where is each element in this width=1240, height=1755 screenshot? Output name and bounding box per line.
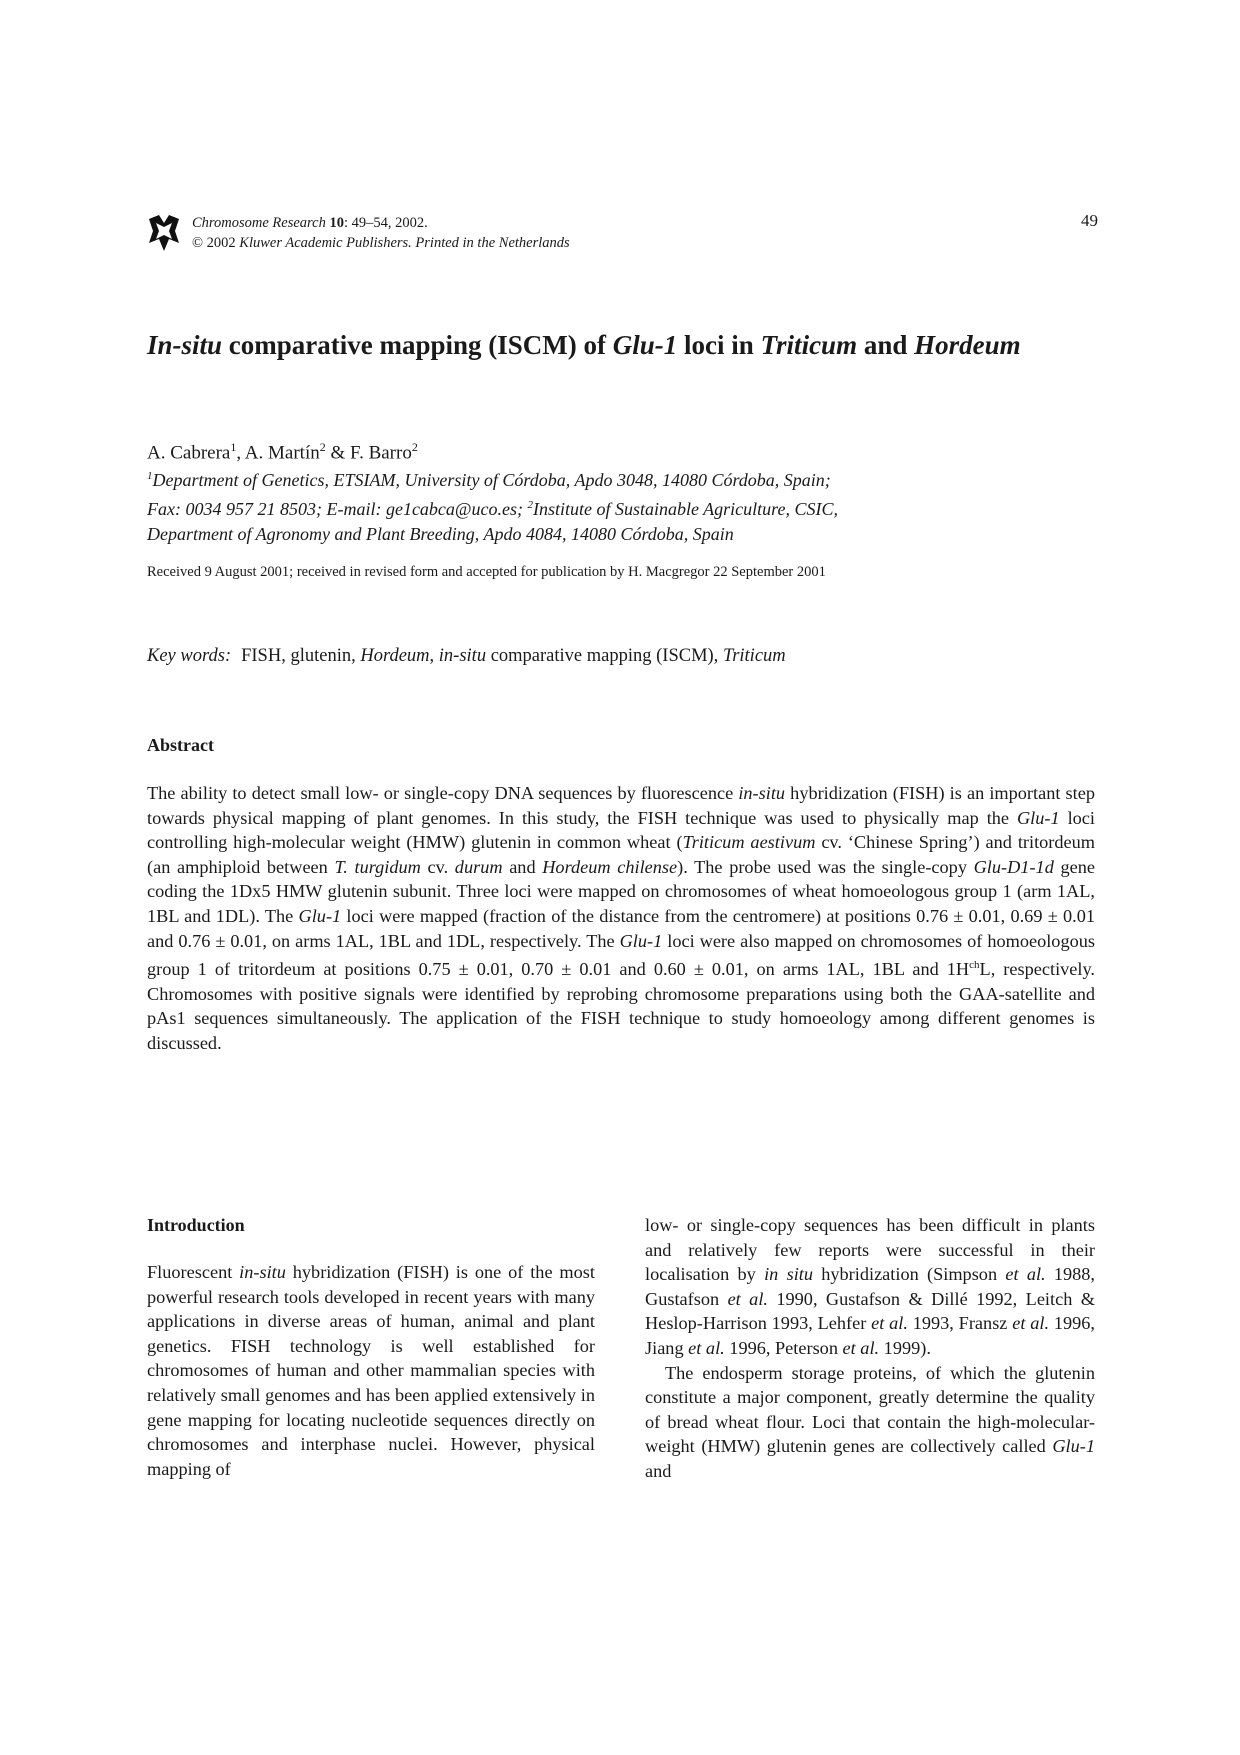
affil-line (147, 522, 1107, 547)
keyword-text: comparative mapping (ISCM), (486, 646, 723, 666)
abstract-text: loci controlling high-molecular weight (HMW) glutenin in common wheat ( (147, 807, 1096, 853)
right-column (645, 1213, 1095, 1484)
author-affil-mark: 1 (230, 440, 237, 454)
intro-text: 1990, Gustafson & Dillé 1992, Leitch & Heslop-Harrison 1993, Lehfer (645, 1288, 1095, 1334)
intro-text: and (645, 1460, 672, 1481)
abstract-text: hybridization (FISH) is an important step towards physical mapping of plant genomes. In this study, the FISH technique was used to physically map the (147, 783, 1095, 828)
paper-title (147, 330, 1107, 361)
intro-italic: et al. (1005, 1264, 1046, 1285)
title-part: comparative mapping (ISCM) of (222, 330, 613, 360)
intro-italic: et al. (727, 1288, 768, 1309)
affil-text: Institute of Sustainable Agriculture, CSIC, (532, 499, 838, 519)
title-part: and (857, 330, 915, 360)
title-part: In-situ (147, 330, 223, 360)
journal-volume: 10 (329, 215, 344, 231)
affil-line (147, 493, 1107, 522)
intro-italic: in situ (764, 1264, 813, 1285)
intro-text: 1996, Jiang (645, 1313, 1095, 1358)
abstract-superscript: ch (969, 959, 980, 972)
abstract-text: cv. ‘Chinese Spring’) and tritordeum (an amphiploid between (147, 832, 1096, 877)
keywords (147, 646, 786, 667)
affiliations (147, 464, 1107, 547)
title-part: Glu-1 (612, 330, 678, 360)
author-name: A. Cabrera (147, 442, 231, 464)
left-column (147, 1213, 595, 1481)
page-number: 49 (1081, 211, 1098, 230)
journal-pages-year: : 49–54, 2002. (343, 215, 428, 231)
affil-text: Department of Genetics, ETSIAM, University of Córdoba, Apdo 3048, 14080 Córdoba, Spain; (152, 470, 831, 490)
title-part: Triticum (760, 330, 858, 360)
abstract-text: loci were mapped (fraction of the distance from the centromere) at positions 0.76 ± 0.01, 0.69 ± 0.01 and 0.76 ± 0.01, on arms 1AL, 1BL and 1DL, respectively. The (147, 905, 1095, 951)
intro-text: hybridization (FISH) is one of the most powerful research tools developed in recent years with many applications in diverse areas of human, animal and plant genetics. FISH technology is well established for chromosomes of human and other mammalian species with relatively small genomes and has been applied extensively in gene mapping for locating nucleotide sequences directly on chromosomes and interphase nuclei. However, physical mapping of (147, 1262, 595, 1479)
intro-italic: et al. (842, 1337, 880, 1358)
affil-text: Fax: 0034 957 21 8503; E-mail: ge1cabca@uco.es; (147, 499, 528, 519)
abstract-italic: Hordeum chilense (542, 856, 678, 877)
abstract-italic: in-situ (738, 783, 786, 803)
intro-text: low- or single-copy sequences has been difficult in plants and relatively few reports were successful in their localisation by (645, 1215, 1095, 1285)
keyword-text: FISH, glutenin, (241, 646, 361, 666)
intro-text: 1988, Gustafson (645, 1264, 1096, 1309)
abstract-text: cv. (420, 856, 455, 877)
author-name: , A. Martín (236, 442, 320, 464)
title-part: loci in (677, 330, 761, 360)
keyword-text: Hordeum (360, 646, 430, 666)
intro-italic: Glu-1 (1052, 1436, 1095, 1457)
intro-text: 1996, Peterson (724, 1337, 843, 1358)
introduction-heading: Introduction (147, 1215, 245, 1235)
publisher-logo (147, 213, 181, 253)
intro-paragraph-2 (645, 1361, 1095, 1484)
abstract-italic: Glu-1 (298, 905, 342, 926)
abstract-text: The ability to detect small low- or single-copy DNA sequences by fluorescence (147, 783, 739, 803)
intro-paragraph-1-cont (645, 1213, 1095, 1361)
authors (147, 440, 418, 464)
journal-line-1 (192, 213, 570, 233)
journal-line-2 (192, 233, 570, 253)
journal-citation (192, 213, 570, 253)
intro-italic: et al. (688, 1337, 725, 1358)
intro-italic: in-situ (239, 1262, 286, 1282)
abstract-text: ). The probe used was the single-copy (677, 856, 974, 877)
intro-text: 1999). (879, 1337, 931, 1358)
abstract-body (147, 781, 1095, 1056)
intro-italic: et al. (871, 1313, 908, 1334)
keyword-text: , (429, 646, 439, 666)
keyword-text: in-situ (438, 646, 487, 666)
abstract-italic: Glu-D1-1d (973, 856, 1054, 877)
abstract-text: and (502, 856, 543, 877)
abstract-italic: durum (454, 856, 503, 877)
keywords-label: Key words: (147, 646, 232, 666)
author-affil-mark: 2 (411, 440, 418, 454)
keyword-text: Triticum (722, 646, 786, 666)
intro-text: Fluorescent (147, 1262, 240, 1282)
abstract-italic: T. turgidum (334, 856, 421, 877)
publisher: Kluwer Academic Publishers. Printed in the Netherlands (239, 235, 570, 251)
author-name: & F. Barro (325, 442, 412, 464)
affil-text: Department of Agronomy and Plant Breeding, Apdo 4084, 14080 Córdoba, Spain (147, 524, 734, 544)
title-part: Hordeum (914, 330, 1021, 360)
abstract-italic: Glu-1 (619, 930, 663, 951)
abstract-text: gene coding the 1Dx5 HMW glutenin subunit. Three loci were mapped on chromosomes of wheat homoeologous group 1 (arm 1AL, 1BL and 1DL). The (147, 856, 1095, 926)
intro-italic: et al. (1012, 1313, 1050, 1334)
received-dates: Received 9 August 2001; received in revised form and accepted for publication by H. Macgregor 22 September 2001 (147, 564, 826, 580)
intro-text: 1993, Fransz (907, 1313, 1013, 1334)
abstract-italic: Glu-1 (1016, 807, 1060, 828)
intro-text: The endosperm storage proteins, of which the glutenin constitute a major component, greatly determine the quality of bread wheat flour. Loci that contain the high-molecular-weight (HMW) glutenin genes are collectively called (645, 1362, 1095, 1457)
affil-mark: 1 (147, 470, 153, 482)
intro-paragraph-1 (147, 1260, 595, 1481)
affil-mark: 2 (527, 499, 533, 511)
abstract-text: loci were also mapped on chromosomes of homoeologous group 1 of tritordeum at positions 0.75 ± 0.01, 0.70 ± 0.01 and 0.60 ± 0.01, on arms 1AL, 1BL and 1H (147, 930, 1095, 980)
abstract-text: L, respectively. Chromosomes with positive signals were identified by reprobing chromosome preparations using both the GAA-satellite and pAs1 sequences simultaneously. The application of the FISH technique to study homoeology among different genomes is discussed. (147, 959, 1096, 1054)
copyright: © 2002 (192, 235, 236, 251)
abstract-italic: Triticum aestivum (682, 832, 816, 853)
journal-name: Chromosome Research (192, 215, 326, 231)
author-affil-mark: 2 (319, 440, 326, 454)
abstract-heading: Abstract (147, 735, 214, 755)
intro-text: hybridization (Simpson (813, 1264, 1006, 1285)
affil-line (147, 464, 1107, 493)
